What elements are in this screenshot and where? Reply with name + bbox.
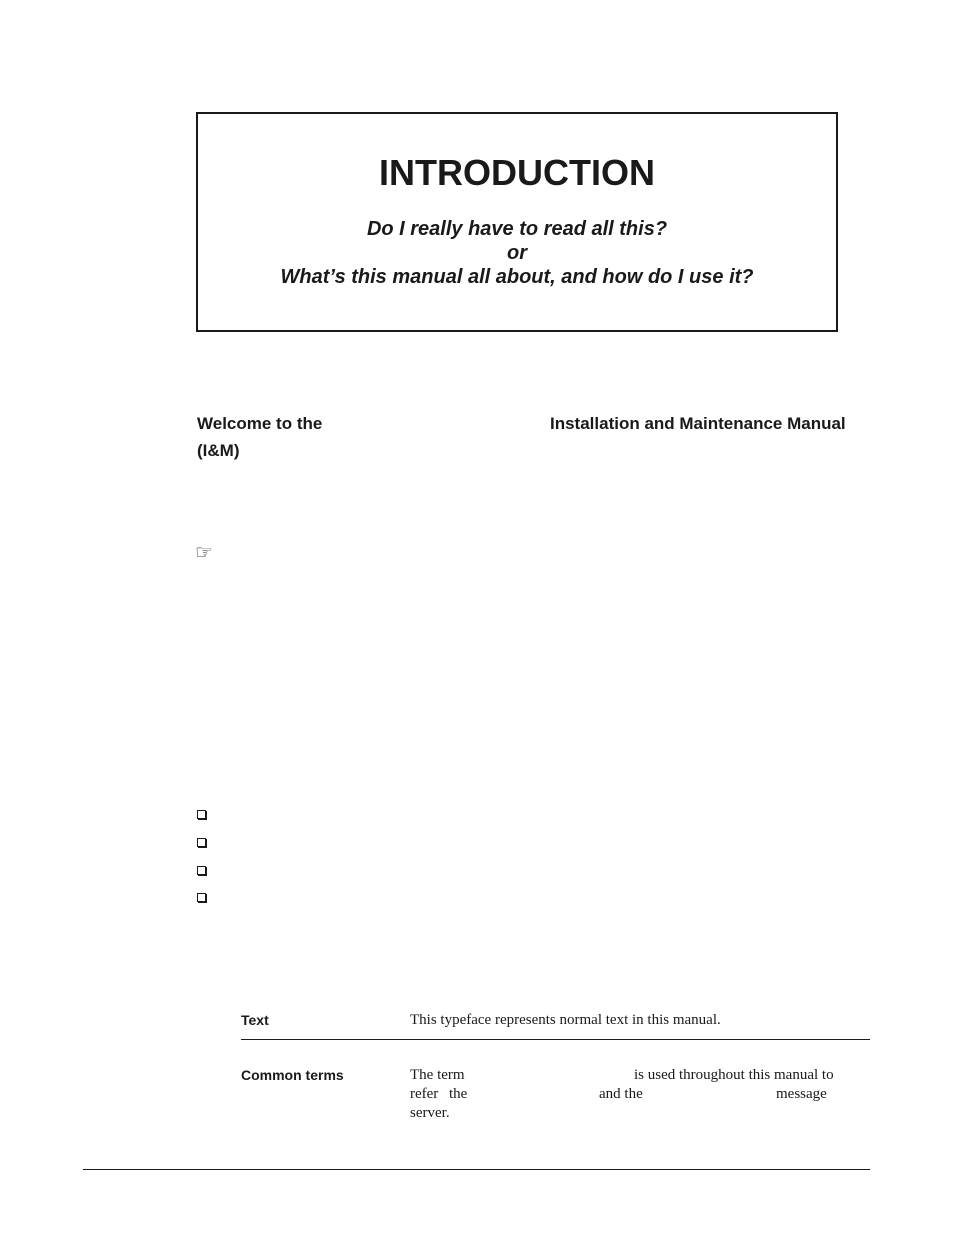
page-title: INTRODUCTION	[379, 152, 655, 193]
welcome-manual-name: Installation and Maintenance Manual	[550, 414, 846, 433]
checkbox-bullet-icon	[197, 866, 206, 875]
term-text-message: message	[776, 1086, 827, 1102]
term-text-is-used: is used throughout this manual to	[634, 1067, 834, 1083]
page-footer-rule	[83, 1169, 870, 1170]
term-text-the-term: The term	[410, 1067, 465, 1083]
term-text-and-the: and the	[599, 1086, 643, 1102]
checkbox-bullet-icon	[197, 810, 206, 819]
term-text-refer: refer	[410, 1086, 439, 1102]
convention-label-common-terms: Common terms	[241, 1067, 344, 1083]
subtitle-question: Do I really have to read all this?	[366, 218, 668, 240]
welcome-heading	[197, 410, 322, 464]
chapter-title-box	[196, 112, 838, 332]
checkbox-bullet-icon	[197, 893, 206, 902]
welcome-heading-line2: (I&M)	[197, 441, 240, 460]
table-divider	[241, 1039, 870, 1040]
subtitle-question-alt: What’s this manual all about, and how do I use it?	[280, 266, 754, 288]
subtitle-or: or	[507, 242, 527, 264]
term-text-the: the	[449, 1086, 468, 1102]
term-text-server: server.	[410, 1105, 450, 1121]
convention-desc-text: This typeface represents normal text in this manual.	[410, 1012, 721, 1028]
convention-label-text: Text	[241, 1012, 269, 1028]
welcome-heading-line1: Welcome to the	[197, 414, 323, 433]
pointing-hand-icon: ☞	[195, 542, 213, 564]
checkbox-bullet-icon	[197, 838, 206, 847]
